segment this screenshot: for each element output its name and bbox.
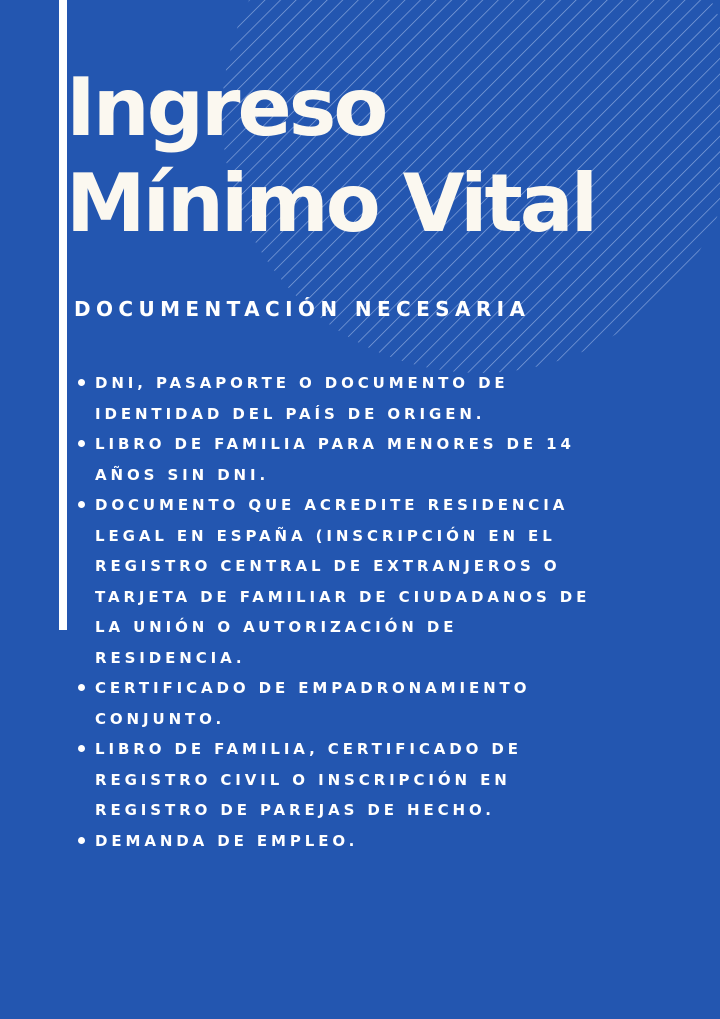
documents-list [78,368,678,856]
list-item [78,490,678,673]
page-title [66,60,595,252]
list-item-line: IDENTIDAD DEL PAÍS DE ORIGEN. [95,404,486,423]
list-item-line: RESIDENCIA. [95,648,246,667]
list-item-line: DEMANDA DE EMPLEO. [95,831,359,850]
title-line-2: Mínimo Vital [66,157,596,250]
bullet-icon [78,440,85,447]
list-item-line: AÑOS SIN DNI. [95,465,270,484]
section-subtitle: DOCUMENTACIÓN NECESARIA [74,297,531,321]
title-line-1: Ingreso [66,61,386,154]
list-item-line: LEGAL EN ESPAÑA (INSCRIPCIÓN EN EL [95,526,556,545]
list-item-line: REGISTRO CENTRAL DE EXTRANJEROS O [95,557,561,575]
list-item [78,826,678,857]
list-item [78,429,678,490]
list-item-line: DNI, PASAPORTE O DOCUMENTO DE [95,374,509,392]
list-item-line: CERTIFICADO DE EMPADRONAMIENTO [95,679,531,697]
bullet-icon [78,684,85,691]
bullet-icon [78,745,85,752]
list-item [78,673,678,734]
bullet-icon [78,501,85,508]
list-item-line: LIBRO DE FAMILIA, CERTIFICADO DE [95,740,522,758]
list-item-line: LIBRO DE FAMILIA PARA MENORES DE 14 [95,435,575,453]
list-item-line: DOCUMENTO QUE ACREDITE RESIDENCIA [95,496,569,514]
list-item [78,368,678,429]
bullet-icon [78,379,85,386]
list-item [78,734,678,826]
list-item-line: REGISTRO DE PAREJAS DE HECHO. [95,801,495,819]
list-item-line: TARJETA DE FAMILIAR DE CIUDADANOS DE [95,587,591,606]
bullet-icon [78,837,85,844]
list-item-line: REGISTRO CIVIL O INSCRIPCIÓN EN [95,770,511,789]
list-item-line: CONJUNTO. [95,709,226,728]
list-item-line: LA UNIÓN O AUTORIZACIÓN DE [95,618,458,636]
